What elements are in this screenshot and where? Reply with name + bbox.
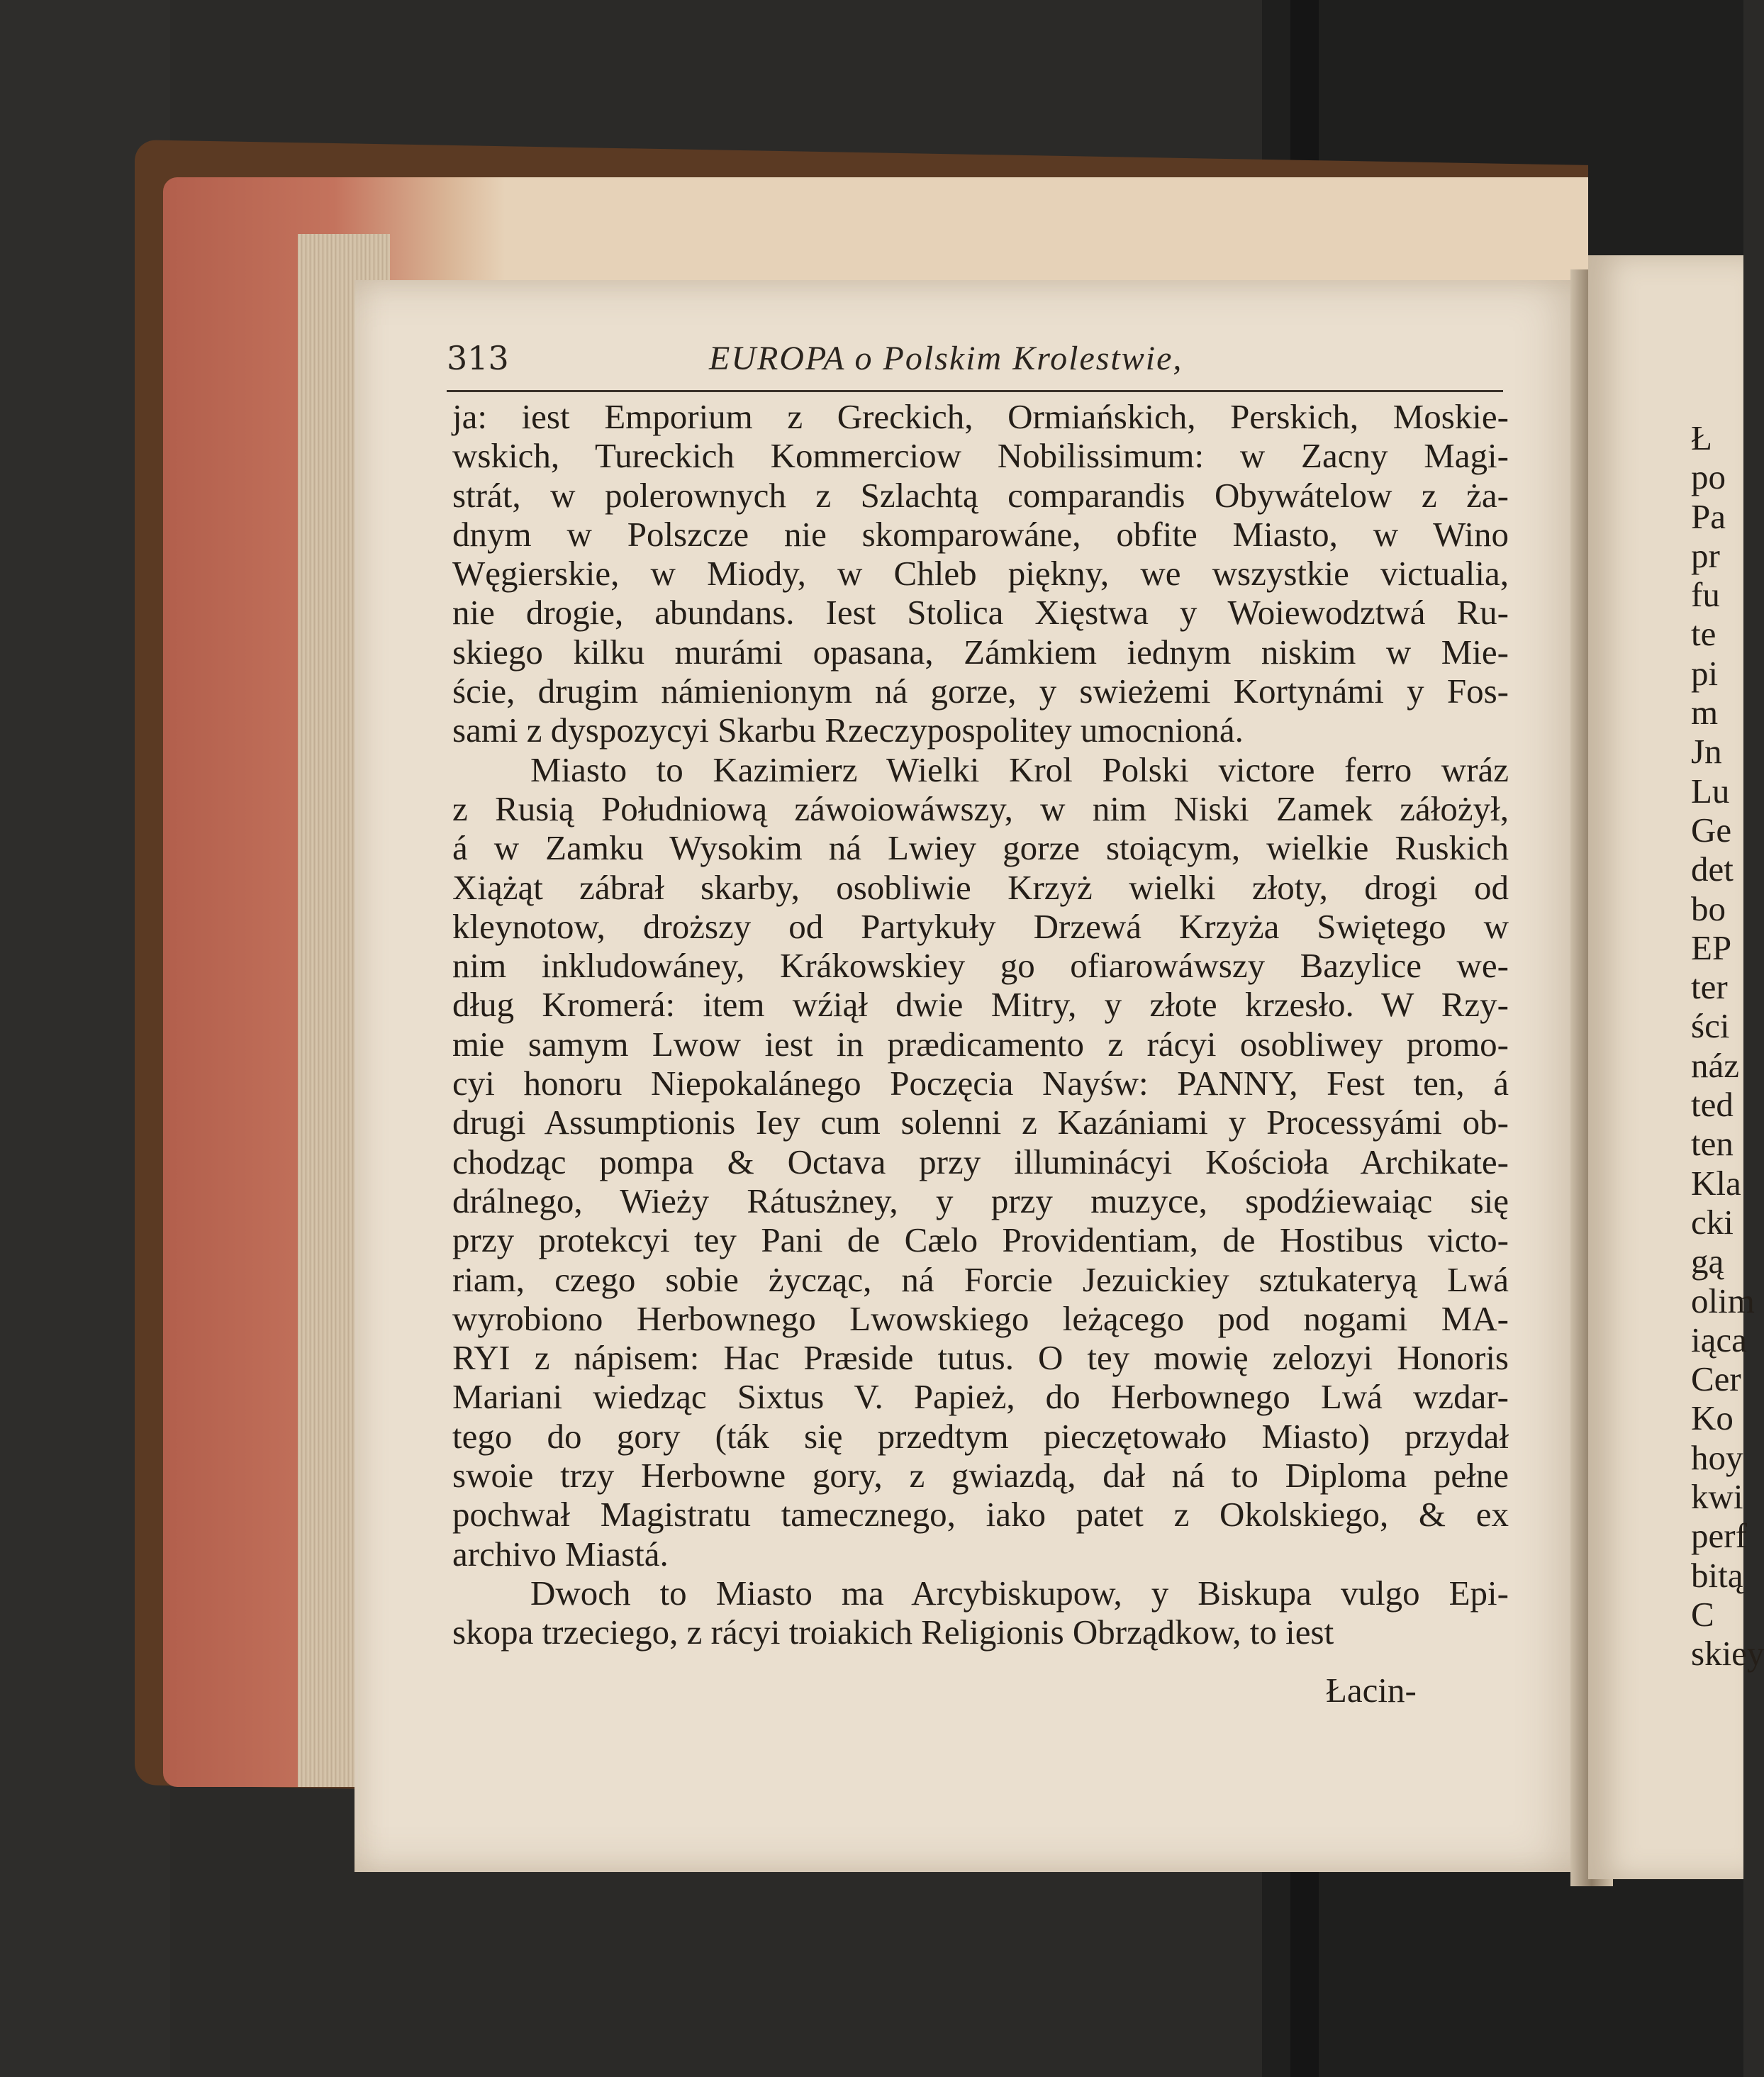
text-line: swoie trzy Herbowne gory, z gwiazdą, dał ná to Diploma pełne: [452, 1456, 1509, 1496]
text-line: nie drogie, abundans. Iest Stolica Xięstwa y Woiewodztwá Ru-: [452, 593, 1509, 633]
facing-line-fragment: kwi: [1691, 1477, 1743, 1517]
facing-line-fragment: ten: [1691, 1124, 1734, 1164]
facing-line-fragment: te: [1691, 614, 1716, 654]
facing-page-text: [1691, 418, 1764, 1674]
text-line: cyi honoru Niepokalánego Poczęcia Nayśw: PANNY, Fest ten, á: [452, 1064, 1509, 1103]
facing-line-fragment: fu: [1691, 575, 1720, 615]
text-line: Miasto to Kazimierz Wielki Krol Polski victore ferro wráz: [530, 750, 1509, 789]
text-line: strát, w polerownych z Szlachtą comparandis Obywátelow z ża-: [452, 475, 1509, 515]
text-line: skopa trzeciego, z rácyi troiakich Religionis Obrządkow, to iest: [452, 1613, 1334, 1652]
facing-line-fragment: Kla: [1691, 1163, 1741, 1203]
facing-line-fragment: ści: [1691, 1006, 1730, 1046]
facing-line-fragment: m: [1691, 693, 1719, 733]
facing-line-fragment: olim: [1691, 1281, 1755, 1320]
facing-line-fragment: po: [1691, 457, 1726, 497]
text-line: skiego kilku murámi opasana, Zámkiem iednym niskim w Mie-: [452, 632, 1509, 672]
text-line: Węgierskie, w Miody, w Chleb piękny, we wszystkie victualia,: [452, 554, 1509, 594]
facing-line-fragment: hoy: [1691, 1437, 1743, 1477]
text-line: sami z dyspozycyi Skarbu Rzeczypospolitey umocnioná.: [452, 711, 1244, 750]
text-line: RYI z nápisem: Hac Præside tutus. O tey mowię zelozyi Honoris: [452, 1338, 1509, 1378]
running-head-title: EUROPA o Polskim Krolestwie,: [709, 340, 1183, 377]
text-line: wskich, Tureckich Kommerciow Nobilissimum: w Zacny Magi-: [452, 436, 1509, 476]
facing-line-fragment: ter: [1691, 967, 1728, 1007]
text-line: nim inkludowáney, Krákowskiey go ofiarowáwszy Bazylice we-: [452, 946, 1509, 986]
facing-line-fragment: det: [1691, 850, 1734, 889]
facing-line-fragment: Lu: [1691, 771, 1730, 811]
text-line: archivo Miastá.: [452, 1534, 669, 1574]
facing-line-fragment: gą: [1691, 1242, 1724, 1281]
text-line: ście, drugim námienionym ná gorze, y swieżemi Kortynámi y Fos-: [452, 672, 1509, 711]
text-line: tego do gory (ták się przedtym pieczętowało Miasto) przydał: [452, 1416, 1509, 1456]
text-line: drálnego, Wieży Rátusżney, y przy muzyce, spodźiewaiąc się: [452, 1181, 1509, 1220]
catchword: Łacin-: [1326, 1671, 1417, 1710]
text-line: riam, czego sobie życząc, ná Forcie Jezuickiey sztukateryą Lwá: [452, 1259, 1509, 1299]
facing-line-fragment: Ko: [1691, 1398, 1734, 1438]
facing-line-fragment: cki: [1691, 1202, 1734, 1242]
text-line: dług Kromerá: item wźiął dwie Mitry, y złote krzesło. W Rzy-: [452, 985, 1509, 1025]
text-line: pochwał Magistratu tamecznego, iako patet z Okolskiego, & ex: [452, 1495, 1509, 1535]
text-line: wyrobiono Herbownego Lwowskiego leżącego pod nogami MA-: [452, 1298, 1509, 1338]
page-number: 313: [447, 339, 509, 377]
facing-line-fragment: bo: [1691, 889, 1726, 928]
facing-line-fragment: Cer: [1691, 1359, 1741, 1399]
facing-line-fragment: EP: [1691, 928, 1732, 967]
head-rule: [447, 390, 1503, 392]
facing-line-fragment: Ge: [1691, 810, 1732, 850]
text-line: przy protekcyi tey Pani de Cælo Providentiam, de Hostibus victo-: [452, 1220, 1509, 1260]
text-line: chodząc pompa & Octava przy illuminácyi Kościoła Archikate-: [452, 1142, 1509, 1181]
running-head: [447, 339, 1510, 396]
facing-line-fragment: pi: [1691, 653, 1719, 693]
text-line: z Rusią Południową záwoiowáwszy, w nim Niski Zamek záłożył,: [452, 789, 1509, 828]
text-line: Xiążąt zábrał skarby, osobliwie Krzyż wielki złoty, drogi od: [452, 867, 1509, 907]
facing-line-fragment: ted: [1691, 1085, 1734, 1125]
body-text: [452, 397, 1509, 1652]
text-line: á w Zamku Wysokim ná Lwiey gorze stoiącym, wielkie Ruskich: [452, 828, 1509, 868]
text-line: ja: iest Emporium z Greckich, Ormiańskich, Perskich, Moskie-: [452, 397, 1509, 436]
facing-line-fragment: Jn: [1691, 732, 1722, 772]
facing-line-fragment: Ł: [1691, 418, 1712, 457]
facing-line-fragment: pr: [1691, 535, 1720, 575]
facing-line-fragment: Pa: [1691, 496, 1726, 536]
text-line: mie samym Lwow iest in prædicamento z rácyi osobliwey promo-: [452, 1024, 1509, 1064]
facing-line-fragment: skiey: [1691, 1634, 1764, 1674]
text-line: drugi Assumptionis Iey cum solenni z Kazániami y Processyámi ob-: [452, 1103, 1509, 1142]
text-line: Mariani wiedząc Sixtus V. Papież, do Herbownego Lwá wzdar-: [452, 1377, 1509, 1417]
text-line: dnym w Polszcze nie skomparowáne, obfite Miasto, w Wino: [452, 514, 1509, 554]
text-line: kleynotow, droższy od Partykuły Drzewá Krzyża Swiętego w: [452, 906, 1509, 946]
facing-line-fragment: perf: [1691, 1516, 1747, 1556]
facing-line-fragment: bitą: [1691, 1555, 1743, 1595]
facing-line-fragment: C: [1691, 1594, 1714, 1634]
facing-line-fragment: náz: [1691, 1045, 1739, 1085]
text-line: Dwoch to Miasto ma Arcybiskupow, y Biskupa vulgo Epi-: [530, 1573, 1509, 1613]
facing-line-fragment: iąca: [1691, 1320, 1747, 1359]
